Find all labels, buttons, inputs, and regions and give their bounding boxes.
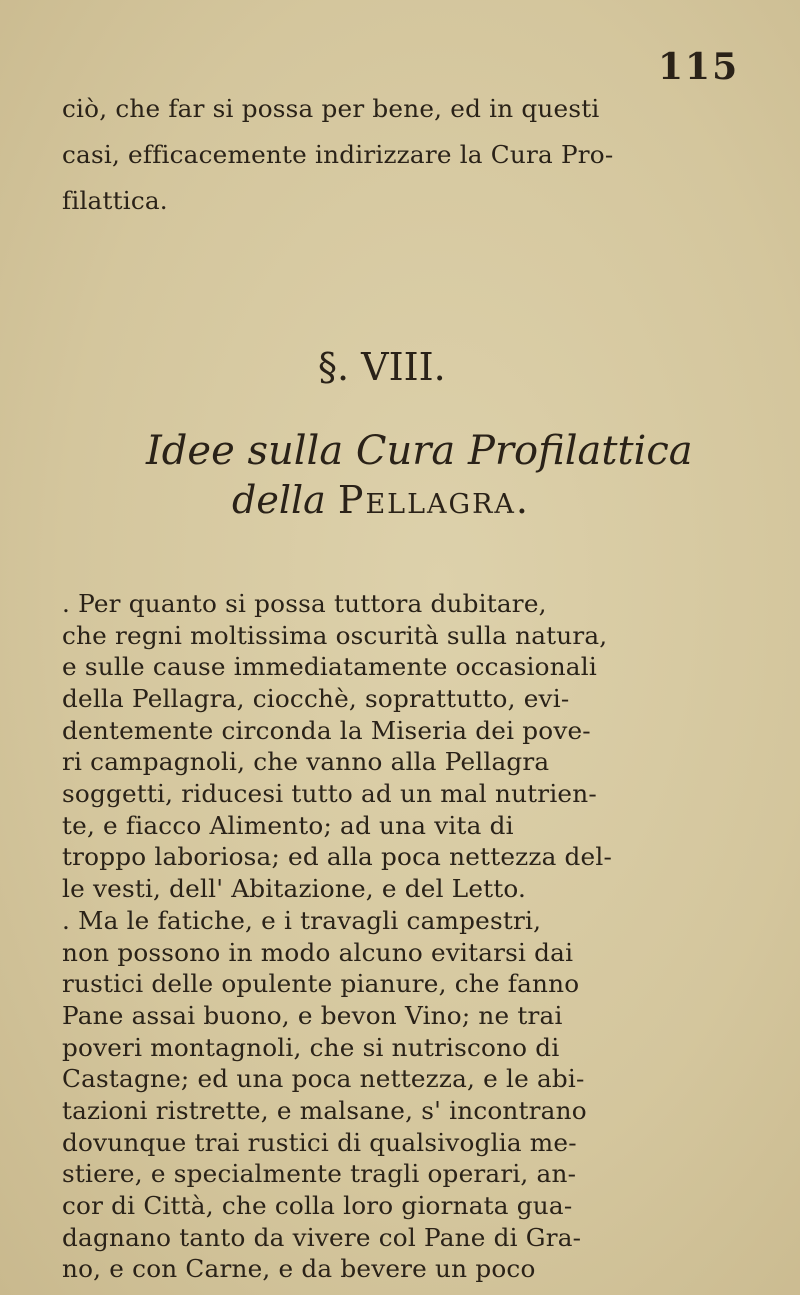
intro-line-2: casi, efficacemente indirizzare la Cura Pro- — [62, 140, 614, 169]
body-line-5: dentemente circonda la Miseria dei pove- — [62, 715, 591, 745]
section-title-line-2 — [232, 478, 530, 522]
body-line-6: ri campagnoli, che vanno alla Pellagra — [62, 747, 550, 777]
section-title-subject: Pellagra. — [337, 478, 530, 522]
section-title-line-1: Idee sulla Cura Profilattica — [146, 428, 693, 474]
body-line-2: che regni moltissima oscurità sulla natura, — [62, 620, 608, 650]
body-line-17: tazioni ristrette, e malsane, s' incontrano — [62, 1095, 587, 1125]
intro-line-3: filattica. — [62, 186, 168, 215]
body-line-1: . Per quanto si possa tuttora dubitare, — [62, 589, 547, 618]
intro-line-1: ciò, che far si possa per bene, ed in questi — [62, 94, 600, 123]
body-line-13: rustici delle opulente pianure, che fanno — [62, 969, 580, 999]
body-line-11: . Ma le fatiche, e i travagli campestri, — [62, 905, 542, 935]
body-line-16: Castagne; ed una poca nettezza, e le abi- — [62, 1064, 585, 1094]
body-line-4: della Pellagra, ciocchè, soprattutto, evi- — [62, 684, 570, 714]
body-line-12: non possono in modo alcuno evitarsi dai — [62, 937, 574, 967]
body-line-15: poveri montagnoli, che si nutriscono di — [62, 1032, 560, 1062]
body-line-19: stiere, e specialmente tragli operari, an- — [62, 1159, 577, 1189]
body-line-9: troppo laboriosa; ed alla poca nettezza del- — [62, 842, 613, 872]
section-number: §. VIII. — [318, 345, 446, 389]
body-line-22: no, e con Carne, e da bevere un poco — [62, 1254, 536, 1284]
body-line-21: dagnano tanto da vivere col Pane di Gra- — [62, 1222, 582, 1252]
section-title-prefix: della — [232, 478, 326, 522]
body-line-14: Pane assai buono, e bevon Vino; ne trai — [62, 1000, 563, 1030]
body-line-18: dovunque trai rustici di qualsivoglia me- — [62, 1127, 577, 1157]
body-line-7: soggetti, riducesi tutto ad un mal nutrien- — [62, 779, 597, 809]
body-line-3: e sulle cause immediatamente occasionali — [62, 652, 597, 682]
body-line-10: le vesti, dell' Abitazione, e del Letto. — [62, 874, 527, 904]
page-number: 115 — [658, 46, 740, 88]
body-line-20: cor di Città, che colla loro giornata gua- — [62, 1190, 573, 1220]
body-line-8: te, e fiacco Alimento; ad una vita di — [62, 810, 514, 840]
